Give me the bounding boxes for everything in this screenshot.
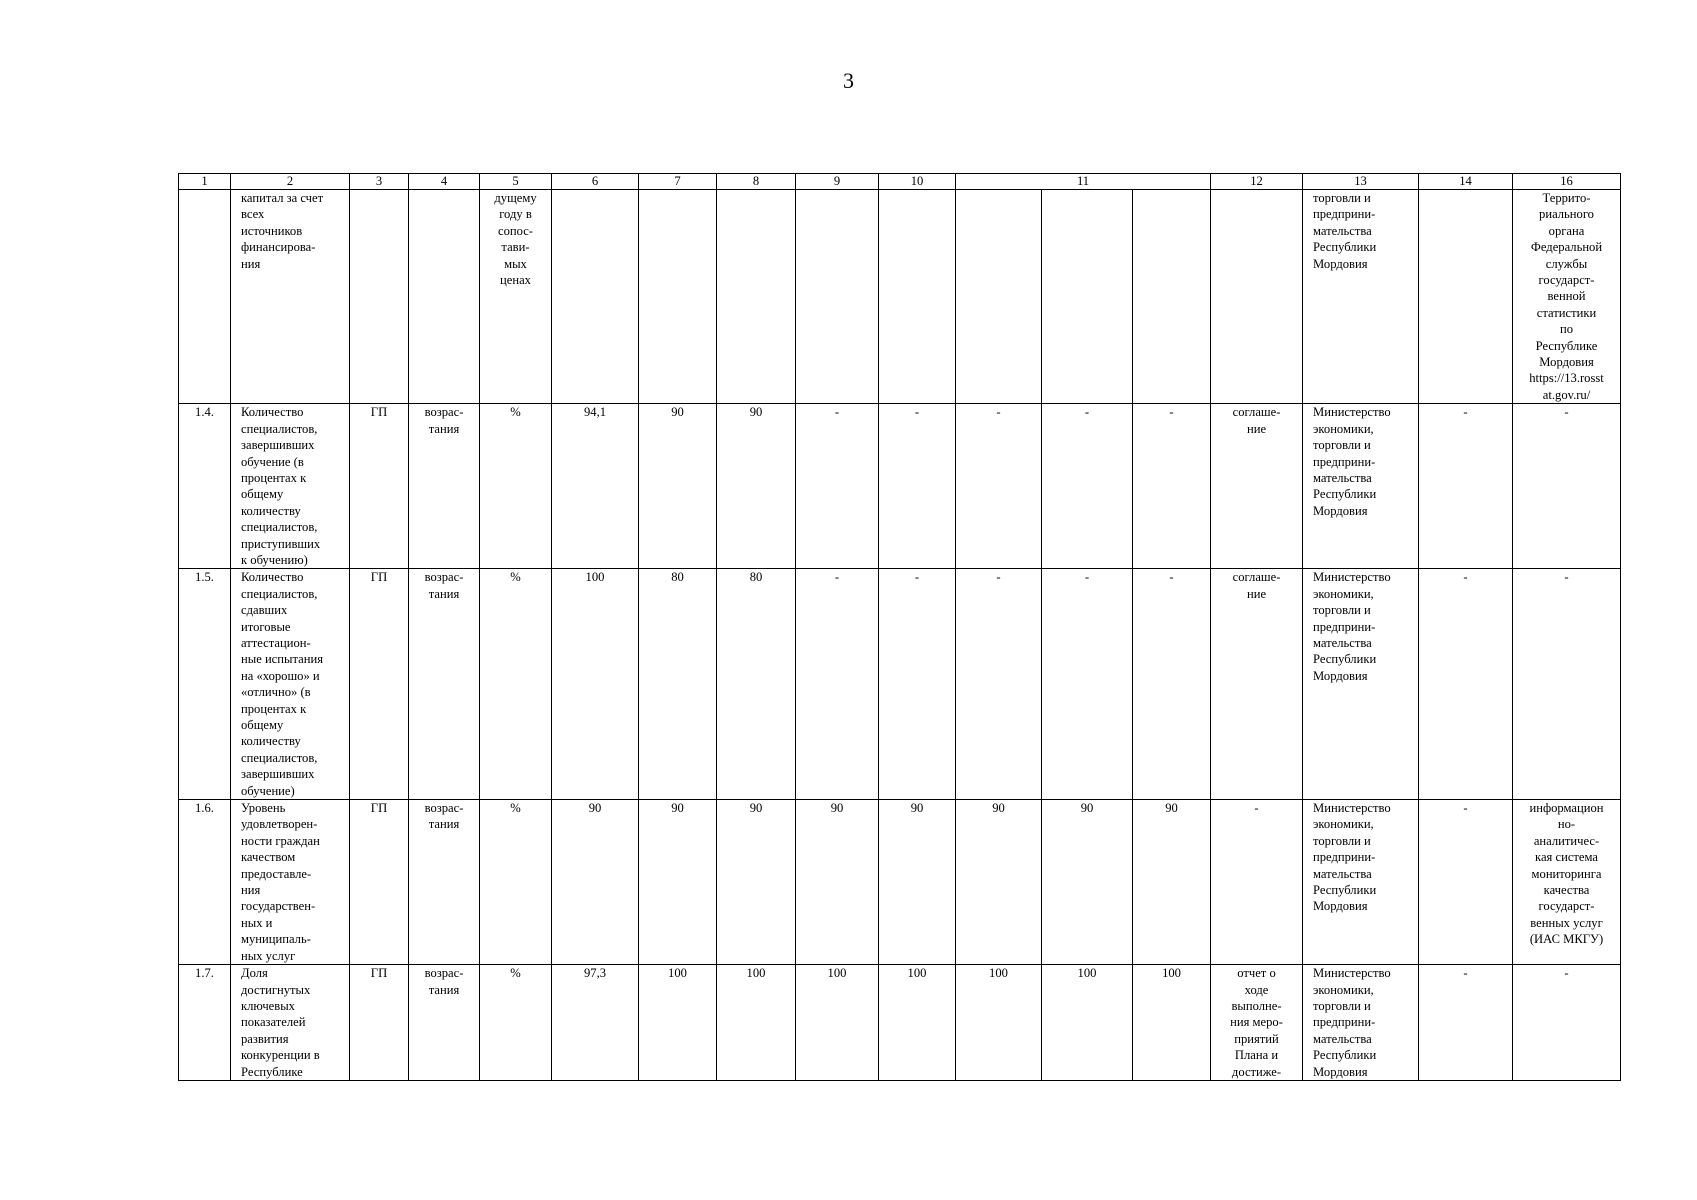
- responsible-cell: Министерство экономики, торговли и предприни- мательства Республики Мордовия: [1303, 404, 1419, 569]
- indicator-name: капитал за счет всех источников финансирова- ния: [231, 190, 350, 404]
- indicator-source: ГП: [350, 965, 409, 1081]
- value-cell: -: [956, 404, 1042, 569]
- value-cell: -: [1419, 569, 1513, 800]
- header-cell: 6: [552, 174, 639, 190]
- row-number: [179, 190, 231, 404]
- responsible-cell: Министерство экономики, торговли и предприни- мательства Республики Мордовия: [1303, 800, 1419, 965]
- data-source-cell: -: [1513, 404, 1621, 569]
- header-cell: 8: [717, 174, 796, 190]
- value-cell: -: [1042, 569, 1133, 800]
- header-row: [179, 174, 1621, 190]
- indicator-trend: возрас- тания: [409, 404, 480, 569]
- indicator-unit: %: [480, 569, 552, 800]
- value-cell: [796, 190, 879, 404]
- basis-cell: отчет о ходе выполне- ния меро- приятий Плана и достиже-: [1211, 965, 1303, 1081]
- header-cell: 4: [409, 174, 480, 190]
- indicator-trend: возрас- тания: [409, 965, 480, 1081]
- value-cell: 90: [552, 800, 639, 965]
- value-cell: 90: [956, 800, 1042, 965]
- value-cell: 90: [639, 800, 717, 965]
- responsible-cell: Министерство экономики, торговли и предприни- мательства Республики Мордовия: [1303, 965, 1419, 1081]
- indicator-source: ГП: [350, 800, 409, 965]
- data-source-cell: -: [1513, 569, 1621, 800]
- indicator-trend: возрас- тания: [409, 800, 480, 965]
- value-cell: 80: [717, 569, 796, 800]
- value-cell: [1042, 190, 1133, 404]
- indicator-source: ГП: [350, 404, 409, 569]
- value-cell: 100: [796, 965, 879, 1081]
- indicator-trend: [409, 190, 480, 404]
- indicator-unit: дущему году в сопос- тави- мых ценах: [480, 190, 552, 404]
- indicator-source: ГП: [350, 569, 409, 800]
- indicator-unit: %: [480, 404, 552, 569]
- row-number: 1.6.: [179, 800, 231, 965]
- indicator-source: [350, 190, 409, 404]
- header-cell: 13: [1303, 174, 1419, 190]
- value-cell: 80: [639, 569, 717, 800]
- value-cell: 94,1: [552, 404, 639, 569]
- row-number: 1.5.: [179, 569, 231, 800]
- responsible-cell: торговли и предприни- мательства Республики Мордовия: [1303, 190, 1419, 404]
- value-cell: -: [879, 404, 956, 569]
- table-row: [179, 569, 1621, 800]
- indicator-unit: %: [480, 965, 552, 1081]
- value-cell: 100: [552, 569, 639, 800]
- table-row: [179, 190, 1621, 404]
- basis-cell: соглаше- ние: [1211, 404, 1303, 569]
- header-cell: 12: [1211, 174, 1303, 190]
- value-cell: -: [796, 569, 879, 800]
- header-cell: 7: [639, 174, 717, 190]
- basis-cell: -: [1211, 800, 1303, 965]
- value-cell: 90: [1042, 800, 1133, 965]
- header-cell: 10: [879, 174, 956, 190]
- data-source-cell: информацион но- аналитичес- кая система мониторинга качества государст- венных услуг (ИАС МКГУ): [1513, 800, 1621, 965]
- table-row: [179, 800, 1621, 965]
- value-cell: -: [1419, 404, 1513, 569]
- value-cell: -: [879, 569, 956, 800]
- value-cell: [879, 190, 956, 404]
- value-cell: -: [1419, 965, 1513, 1081]
- table-row: [179, 404, 1621, 569]
- header-cell: 16: [1513, 174, 1621, 190]
- data-source-cell: Террито- риального органа Федеральной службы государст- венной статистики по Республике Мордовия https://13.rosst at.gov.ru/: [1513, 190, 1621, 404]
- value-cell: 100: [639, 965, 717, 1081]
- value-cell: -: [1133, 404, 1211, 569]
- header-cell: 9: [796, 174, 879, 190]
- value-cell: 100: [879, 965, 956, 1081]
- value-cell: -: [956, 569, 1042, 800]
- indicator-name: Количество специалистов, завершивших обучение (в процентах к общему количеству специалистов, приступивших к обучению): [231, 404, 350, 569]
- value-cell: -: [1419, 800, 1513, 965]
- header-cell: 3: [350, 174, 409, 190]
- basis-cell: соглаше- ние: [1211, 569, 1303, 800]
- indicator-name: Уровень удовлетворен- ности граждан качеством предоставле- ния государствен- ных и муниципаль- ных услуг: [231, 800, 350, 965]
- value-cell: [552, 190, 639, 404]
- value-cell: -: [796, 404, 879, 569]
- indicators-table: [178, 173, 1621, 1081]
- table-row: [179, 965, 1621, 1081]
- value-cell: 100: [717, 965, 796, 1081]
- value-cell: 100: [956, 965, 1042, 1081]
- value-cell: [956, 190, 1042, 404]
- indicator-unit: %: [480, 800, 552, 965]
- value-cell: -: [1133, 569, 1211, 800]
- value-cell: 90: [1133, 800, 1211, 965]
- indicator-name: Количество специалистов, сдавших итоговые аттестацион- ные испытания на «хорошо» и «отлично» (в процентах к общему количеству специалистов, завершивших обучение): [231, 569, 350, 800]
- header-cell: 11: [956, 174, 1211, 190]
- value-cell: 90: [717, 800, 796, 965]
- value-cell: 97,3: [552, 965, 639, 1081]
- value-cell: 90: [717, 404, 796, 569]
- indicator-name: Доля достигнутых ключевых показателей развития конкуренции в Республике: [231, 965, 350, 1081]
- value-cell: 90: [639, 404, 717, 569]
- indicator-trend: возрас- тания: [409, 569, 480, 800]
- row-number: 1.4.: [179, 404, 231, 569]
- row-number: 1.7.: [179, 965, 231, 1081]
- value-cell: 90: [879, 800, 956, 965]
- responsible-cell: Министерство экономики, торговли и предприни- мательства Республики Мордовия: [1303, 569, 1419, 800]
- header-cell: 1: [179, 174, 231, 190]
- value-cell: -: [1042, 404, 1133, 569]
- value-cell: 100: [1042, 965, 1133, 1081]
- value-cell: 90: [796, 800, 879, 965]
- header-cell: 5: [480, 174, 552, 190]
- value-cell: [717, 190, 796, 404]
- value-cell: [639, 190, 717, 404]
- value-cell: [1419, 190, 1513, 404]
- page-number: 3: [843, 68, 854, 93]
- value-cell: [1133, 190, 1211, 404]
- header-cell: 2: [231, 174, 350, 190]
- header-cell: 14: [1419, 174, 1513, 190]
- value-cell: 100: [1133, 965, 1211, 1081]
- data-source-cell: -: [1513, 965, 1621, 1081]
- basis-cell: [1211, 190, 1303, 404]
